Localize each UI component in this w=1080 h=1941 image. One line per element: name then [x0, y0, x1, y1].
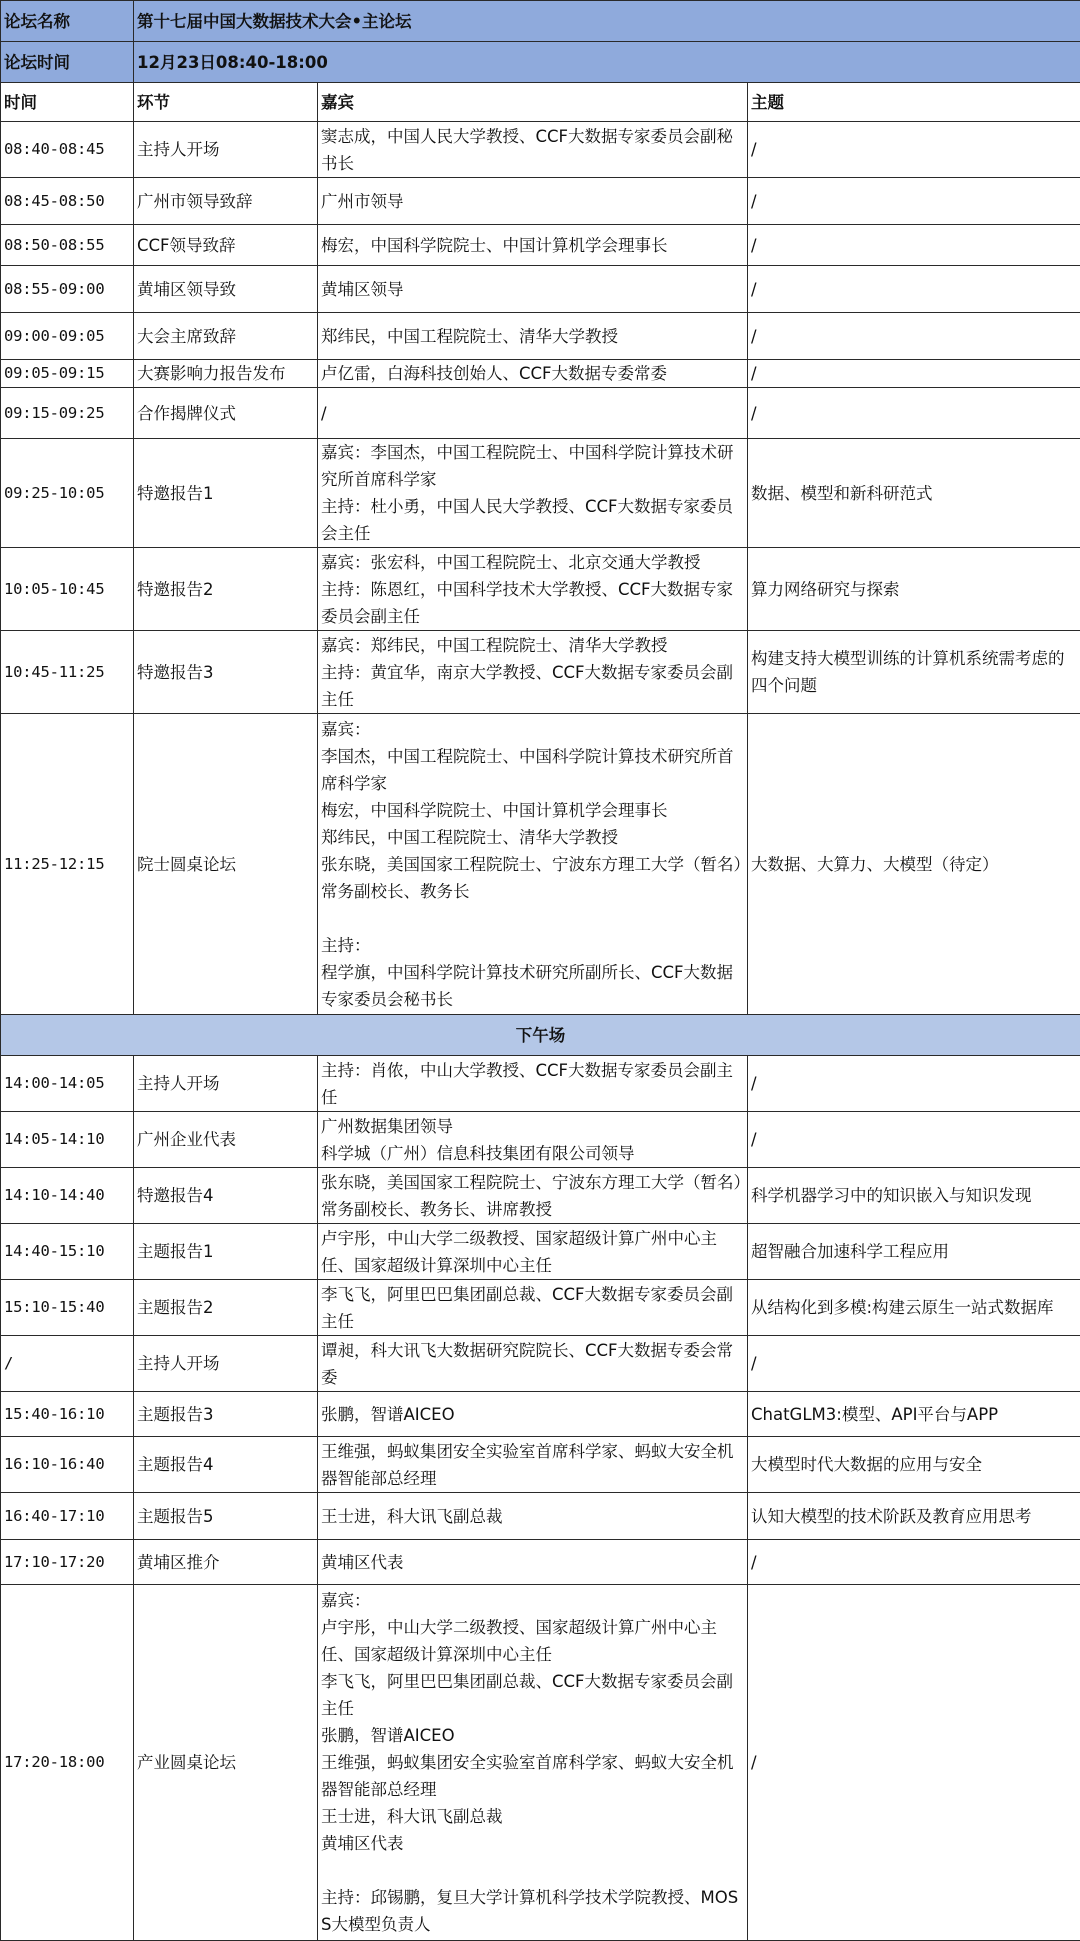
row-topic: /	[748, 266, 1080, 313]
row-topic: /	[748, 360, 1080, 388]
row-segment: 特邀报告3	[134, 631, 318, 714]
row-time: 16:10-16:40	[1, 1437, 134, 1493]
row-segment: 主持人开场	[134, 1336, 318, 1392]
row-topic: 大模型时代大数据的应用与安全	[748, 1437, 1080, 1493]
afternoon-label: 下午场	[1, 1015, 1080, 1056]
row-time: 08:50-08:55	[1, 225, 134, 266]
row-time: 14:10-14:40	[1, 1168, 134, 1224]
header-guests: 嘉宾	[318, 83, 748, 122]
row-topic: 大数据、大算力、大模型（待定）	[748, 714, 1080, 1015]
row-topic: 数据、模型和新科研范式	[748, 439, 1080, 548]
table-row	[1, 1540, 1080, 1585]
row-topic: 科学机器学习中的知识嵌入与知识发现	[748, 1168, 1080, 1224]
table-row	[1, 548, 1080, 631]
forum-time-label: 论坛时间	[1, 42, 134, 83]
table-row	[1, 313, 1080, 360]
row-time: 09:00-09:05	[1, 313, 134, 360]
table-row	[1, 1280, 1080, 1336]
row-guests: 谭昶，科大讯飞大数据研究院院长、CCF大数据专委会常委	[318, 1336, 748, 1392]
row-time: 11:25-12:15	[1, 714, 134, 1015]
row-guests: 窦志成，中国人民大学教授、CCF大数据专家委员会副秘书长	[318, 122, 748, 178]
row-segment: 主题报告4	[134, 1437, 318, 1493]
row-time: 14:40-15:10	[1, 1224, 134, 1280]
row-guests: /	[318, 388, 748, 439]
row-segment: CCF领导致辞	[134, 225, 318, 266]
row-topic: ChatGLM3:模型、API平台与APP	[748, 1392, 1080, 1437]
row-time: 17:20-18:00	[1, 1585, 134, 1941]
row-topic: 算力网络研究与探索	[748, 548, 1080, 631]
row-segment: 合作揭牌仪式	[134, 388, 318, 439]
row-time: /	[1, 1336, 134, 1392]
row-topic: /	[748, 1056, 1080, 1112]
row-guests: 广州市领导	[318, 178, 748, 225]
row-segment: 主题报告3	[134, 1392, 318, 1437]
row-guests: 王士进，科大讯飞副总裁	[318, 1493, 748, 1540]
row-time: 10:05-10:45	[1, 548, 134, 631]
row-time: 09:15-09:25	[1, 388, 134, 439]
header-time: 时间	[1, 83, 134, 122]
row-time: 16:40-17:10	[1, 1493, 134, 1540]
table-row	[1, 714, 1080, 1015]
row-segment: 特邀报告2	[134, 548, 318, 631]
table-row	[1, 1224, 1080, 1280]
row-topic: 构建支持大模型训练的计算机系统需考虑的四个问题	[748, 631, 1080, 714]
row-topic: /	[748, 1585, 1080, 1941]
row-segment: 主持人开场	[134, 122, 318, 178]
table-row	[1, 1056, 1080, 1112]
row-guests: 黄埔区代表	[318, 1540, 748, 1585]
row-guests: 广州数据集团领导 科学城（广州）信息科技集团有限公司领导	[318, 1112, 748, 1168]
row-segment: 大赛影响力报告发布	[134, 360, 318, 388]
row-time: 14:00-14:05	[1, 1056, 134, 1112]
row-segment: 广州企业代表	[134, 1112, 318, 1168]
row-guests: 郑纬民，中国工程院院士、清华大学教授	[318, 313, 748, 360]
afternoon-section-row	[1, 1015, 1080, 1056]
row-guests: 主持：肖侬，中山大学教授、CCF大数据专家委员会副主任	[318, 1056, 748, 1112]
row-guests: 卢亿雷，白海科技创始人、CCF大数据专委常委	[318, 360, 748, 388]
table-row	[1, 1336, 1080, 1392]
header-row	[1, 83, 1080, 122]
row-topic: /	[748, 388, 1080, 439]
forum-time-row	[1, 42, 1080, 83]
row-segment: 黄埔区领导致	[134, 266, 318, 313]
row-segment: 黄埔区推介	[134, 1540, 318, 1585]
row-segment: 特邀报告4	[134, 1168, 318, 1224]
row-guests: 梅宏，中国科学院院士、中国计算机学会理事长	[318, 225, 748, 266]
row-topic: /	[748, 225, 1080, 266]
row-time: 15:40-16:10	[1, 1392, 134, 1437]
row-segment: 主题报告2	[134, 1280, 318, 1336]
row-guests: 王维强，蚂蚁集团安全实验室首席科学家、蚂蚁大安全机器智能部总经理	[318, 1437, 748, 1493]
row-topic: 从结构化到多模:构建云原生一站式数据库	[748, 1280, 1080, 1336]
table-row	[1, 1392, 1080, 1437]
row-segment: 主持人开场	[134, 1056, 318, 1112]
row-topic: 超智融合加速科学工程应用	[748, 1224, 1080, 1280]
table-row	[1, 360, 1080, 388]
row-segment: 广州市领导致辞	[134, 178, 318, 225]
row-time: 10:45-11:25	[1, 631, 134, 714]
row-guests: 李飞飞，阿里巴巴集团副总裁、CCF大数据专家委员会副主任	[318, 1280, 748, 1336]
row-guests: 张鹏，智谱AICEO	[318, 1392, 748, 1437]
table-row	[1, 1585, 1080, 1941]
row-topic: /	[748, 1112, 1080, 1168]
forum-name-row	[1, 1, 1080, 42]
row-guests: 嘉宾：张宏科，中国工程院院士、北京交通大学教授 主持：陈恩红，中国科学技术大学教授、CCF大数据专家委员会副主任	[318, 548, 748, 631]
table-row	[1, 178, 1080, 225]
row-segment: 主题报告1	[134, 1224, 318, 1280]
row-guests: 张东晓，美国国家工程院院士、宁波东方理工大学（暂名）常务副校长、教务长、讲席教授	[318, 1168, 748, 1224]
forum-name-label: 论坛名称	[1, 1, 134, 42]
table-row	[1, 266, 1080, 313]
forum-name: 第十七届中国大数据技术大会•主论坛	[134, 1, 1080, 42]
row-time: 17:10-17:20	[1, 1540, 134, 1585]
table-row	[1, 631, 1080, 714]
header-topic: 主题	[748, 83, 1080, 122]
row-guests: 嘉宾：李国杰，中国工程院院士、中国科学院计算技术研究所首席科学家 主持：杜小勇，中国人民大学教授、CCF大数据专家委员会主任	[318, 439, 748, 548]
row-time: 09:25-10:05	[1, 439, 134, 548]
row-topic: 认知大模型的技术阶跃及教育应用思考	[748, 1493, 1080, 1540]
row-time: 09:05-09:15	[1, 360, 134, 388]
row-time: 08:45-08:50	[1, 178, 134, 225]
table-row	[1, 388, 1080, 439]
row-guests: 嘉宾： 李国杰，中国工程院院士、中国科学院计算技术研究所首席科学家 梅宏，中国科学院院士、中国计算机学会理事长 郑纬民，中国工程院院士、清华大学教授 张东晓，美国国家工程院院士、宁波东方理工大学（暂名）常务副校长、教务长 主持： 程学旗，中国科学院计算技术研究所副所长、CCF大数据专家委员会秘书长	[318, 714, 748, 1015]
table-row	[1, 1493, 1080, 1540]
row-segment: 特邀报告1	[134, 439, 318, 548]
table-row	[1, 122, 1080, 178]
row-topic: /	[748, 122, 1080, 178]
table-row	[1, 1168, 1080, 1224]
forum-time: 12月23日08:40-18:00	[134, 42, 1080, 83]
row-segment: 产业圆桌论坛	[134, 1585, 318, 1941]
table-row	[1, 439, 1080, 548]
table-row	[1, 225, 1080, 266]
row-time: 08:55-09:00	[1, 266, 134, 313]
row-guests: 黄埔区领导	[318, 266, 748, 313]
row-time: 15:10-15:40	[1, 1280, 134, 1336]
row-guests: 卢宇彤，中山大学二级教授、国家超级计算广州中心主任、国家超级计算深圳中心主任	[318, 1224, 748, 1280]
row-topic: /	[748, 1336, 1080, 1392]
row-time: 08:40-08:45	[1, 122, 134, 178]
row-topic: /	[748, 1540, 1080, 1585]
row-segment: 主题报告5	[134, 1493, 318, 1540]
row-segment: 院士圆桌论坛	[134, 714, 318, 1015]
row-segment: 大会主席致辞	[134, 313, 318, 360]
table-row	[1, 1112, 1080, 1168]
row-time: 14:05-14:10	[1, 1112, 134, 1168]
row-guests: 嘉宾： 卢宇彤，中山大学二级教授、国家超级计算广州中心主任、国家超级计算深圳中心主任 李飞飞，阿里巴巴集团副总裁、CCF大数据专家委员会副主任 张鹏，智谱AICEO 王维强，蚂蚁集团安全实验室首席科学家、蚂蚁大安全机器智能部总经理 王士进，科大讯飞副总裁 黄埔区代表 主持：邱锡鹏，复旦大学计算机科学技术学院教授、MOSS大模型负责人	[318, 1585, 748, 1941]
header-segment: 环节	[134, 83, 318, 122]
row-topic: /	[748, 178, 1080, 225]
row-topic: /	[748, 313, 1080, 360]
row-guests: 嘉宾：郑纬民，中国工程院院士、清华大学教授 主持：黄宜华，南京大学教授、CCF大数据专家委员会副主任	[318, 631, 748, 714]
table-row	[1, 1437, 1080, 1493]
